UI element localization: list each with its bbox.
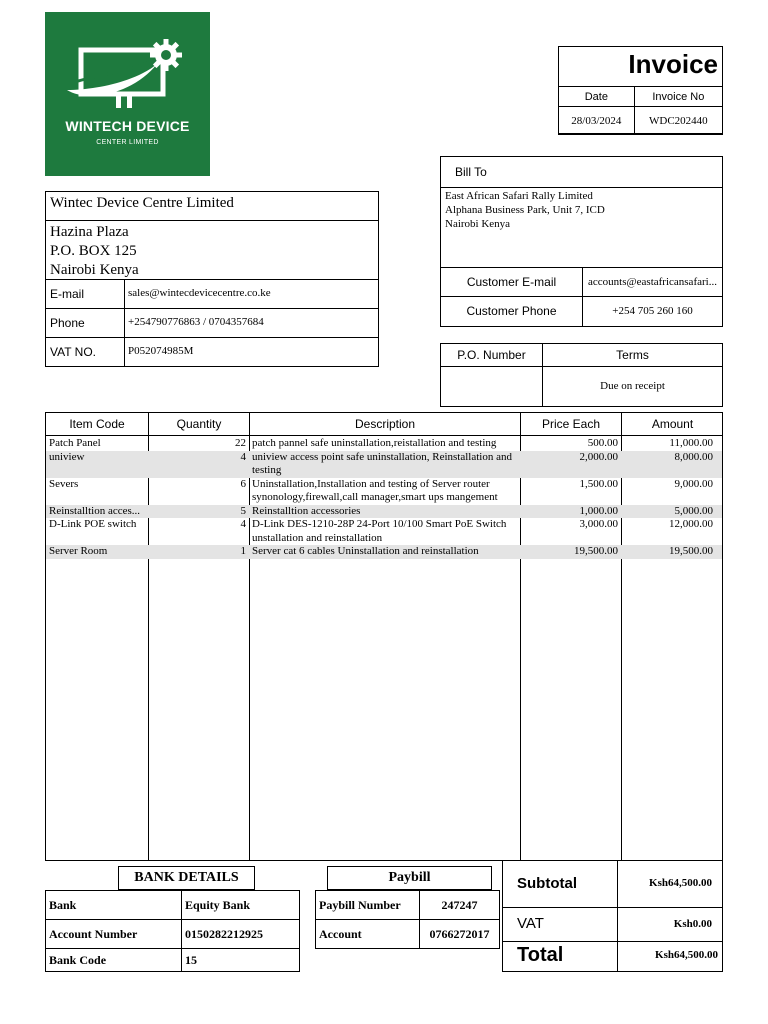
customer-phone-label: Customer Phone bbox=[466, 304, 557, 318]
customer-email-row bbox=[441, 267, 722, 297]
line-items bbox=[46, 437, 722, 559]
invoice-date: 28/03/2024 bbox=[559, 107, 635, 135]
price-cell: 19,500.00 bbox=[574, 545, 618, 557]
paybill-account-value: 0766272017 bbox=[420, 920, 500, 949]
customer-email-label: Customer E-mail bbox=[466, 275, 557, 289]
total-value: Ksh64,500.00 bbox=[655, 949, 718, 961]
company-address-line: Hazina Plaza bbox=[50, 224, 129, 240]
logo-name: WINTECH DEVICE bbox=[65, 118, 190, 134]
company-name: Wintec Device Centre Limited bbox=[50, 195, 234, 211]
account-number-value: 0150282212925 bbox=[182, 920, 300, 949]
customer-phone: +254 705 260 160 bbox=[612, 305, 693, 317]
subtotal-label: Subtotal bbox=[517, 875, 577, 892]
po-terms bbox=[440, 343, 723, 407]
company-vat-row bbox=[46, 337, 378, 367]
table-row bbox=[46, 518, 722, 545]
po-number-label: P.O. Number bbox=[457, 348, 526, 362]
amount-cell: 8,000.00 bbox=[674, 450, 713, 463]
description-cell: Reinstalltion accessories bbox=[252, 504, 361, 517]
bill-to-address-line: East African Safari Rally Limited bbox=[445, 190, 593, 202]
paybill-number-label: Paybill Number bbox=[316, 891, 420, 920]
bill-to-address bbox=[445, 189, 605, 231]
bank-code-value: 15 bbox=[182, 949, 300, 972]
totals-box bbox=[502, 860, 723, 972]
quantity-cell: 6 bbox=[240, 477, 246, 490]
price-cell: 3,000.00 bbox=[579, 518, 618, 530]
company-phone: +254790776863 / 0704357684 bbox=[128, 316, 264, 328]
vat-total-value: Ksh0.00 bbox=[673, 918, 712, 930]
invoice-title: Invoice bbox=[628, 49, 718, 79]
terms-value: Due on receipt bbox=[600, 380, 665, 392]
price-cell: 1,000.00 bbox=[579, 504, 618, 517]
item-code-cell: Reinstalltion acces... bbox=[49, 504, 141, 517]
amount-cell: 11,000.00 bbox=[669, 437, 713, 449]
item-code-cell: Server Room bbox=[49, 545, 108, 557]
table-row bbox=[46, 437, 722, 451]
price-cell: 2,000.00 bbox=[579, 450, 618, 463]
terms-label: Terms bbox=[616, 348, 649, 362]
bill-to bbox=[440, 156, 723, 327]
description-cell: Server cat 6 cables Uninstallation and reinstallation bbox=[252, 545, 479, 557]
description-cell: D-Link DES-1210-28P 24-Port 10/100 Smart PoE Switch unstallation and reinstallation bbox=[252, 518, 507, 544]
price-cell: 1,500.00 bbox=[579, 477, 618, 490]
quantity-cell: 4 bbox=[240, 518, 246, 530]
item-code-cell: Severs bbox=[49, 477, 79, 490]
invoice-header bbox=[558, 46, 723, 134]
bank-value: Equity Bank bbox=[182, 891, 300, 920]
table-row bbox=[46, 451, 722, 478]
seller-details bbox=[45, 191, 379, 367]
monitor-gear-icon bbox=[45, 12, 210, 117]
bank-details-title: BANK DETAILS bbox=[118, 866, 255, 890]
total-label: Total bbox=[517, 944, 564, 966]
amount-cell: 9,000.00 bbox=[674, 477, 713, 490]
company-email: sales@wintecdevicecentre.co.ke bbox=[128, 287, 271, 299]
logo-subtitle: CENTER LIMITED bbox=[96, 139, 159, 146]
paybill-account-label: Account bbox=[316, 920, 420, 949]
description-cell: uniview access point safe uninstallation, Reinstallation and testing bbox=[252, 450, 512, 476]
paybill-table bbox=[315, 890, 500, 949]
vat-label: VAT NO. bbox=[50, 345, 97, 359]
company-address-line: Nairobi Kenya bbox=[50, 262, 139, 278]
table-row bbox=[46, 505, 722, 519]
amount-cell: 5,000.00 bbox=[674, 504, 713, 517]
price-cell: 500.00 bbox=[587, 437, 618, 449]
header-price-each: Price Each bbox=[541, 417, 601, 431]
table-row bbox=[46, 545, 722, 559]
header-amount: Amount bbox=[651, 417, 694, 431]
invoice-number: WDC202440 bbox=[634, 107, 722, 135]
customer-email: accounts@eastafricansafari... bbox=[588, 276, 717, 288]
line-items-table bbox=[45, 412, 723, 861]
header-item-code: Item Code bbox=[69, 417, 125, 431]
quantity-cell: 22 bbox=[235, 437, 246, 449]
company-logo bbox=[45, 12, 210, 176]
quantity-cell: 4 bbox=[240, 450, 246, 463]
header-quantity: Quantity bbox=[176, 417, 222, 431]
item-code-cell: D-Link POE switch bbox=[49, 518, 137, 530]
amount-cell: 19,500.00 bbox=[669, 545, 713, 557]
amount-cell: 12,000.00 bbox=[669, 518, 713, 530]
description-cell: patch pannel safe uninstallation,reistallation and testing bbox=[252, 437, 497, 449]
bill-to-address-line: Alphana Business Park, Unit 7, ICD bbox=[445, 204, 605, 216]
subtotal-value: Ksh64,500.00 bbox=[649, 877, 712, 889]
company-phone-row bbox=[46, 308, 378, 338]
description-cell: Uninstallation,Installation and testing of Server router synonology,firewall,call manager,smart ups mangement bbox=[252, 477, 498, 503]
company-address bbox=[50, 223, 139, 280]
item-code-cell: Patch Panel bbox=[49, 437, 101, 449]
item-code-cell: uniview bbox=[49, 450, 85, 463]
email-label: E-mail bbox=[50, 287, 85, 301]
invoice-number-label: Invoice No bbox=[634, 87, 722, 107]
quantity-cell: 1 bbox=[240, 545, 246, 557]
company-vat: P052074985M bbox=[128, 345, 194, 357]
header-description: Description bbox=[354, 417, 416, 431]
company-address-line: P.O. BOX 125 bbox=[50, 243, 137, 259]
bank-label: Bank bbox=[46, 891, 182, 920]
customer-phone-row bbox=[441, 296, 722, 326]
paybill-number-value: 247247 bbox=[420, 891, 500, 920]
paybill-title: Paybill bbox=[327, 866, 492, 890]
bill-to-address-line: Nairobi Kenya bbox=[445, 218, 511, 230]
bank-details-table bbox=[45, 890, 300, 972]
quantity-cell: 5 bbox=[240, 504, 246, 517]
account-number-label: Account Number bbox=[46, 920, 182, 949]
bank-code-label: Bank Code bbox=[46, 949, 182, 972]
vat-total-label: VAT bbox=[517, 915, 544, 932]
phone-label: Phone bbox=[50, 316, 85, 330]
invoice-meta-table bbox=[558, 86, 723, 135]
date-label: Date bbox=[559, 87, 635, 107]
bill-to-label: Bill To bbox=[455, 165, 487, 179]
company-email-row bbox=[46, 279, 378, 309]
table-row bbox=[46, 478, 722, 505]
